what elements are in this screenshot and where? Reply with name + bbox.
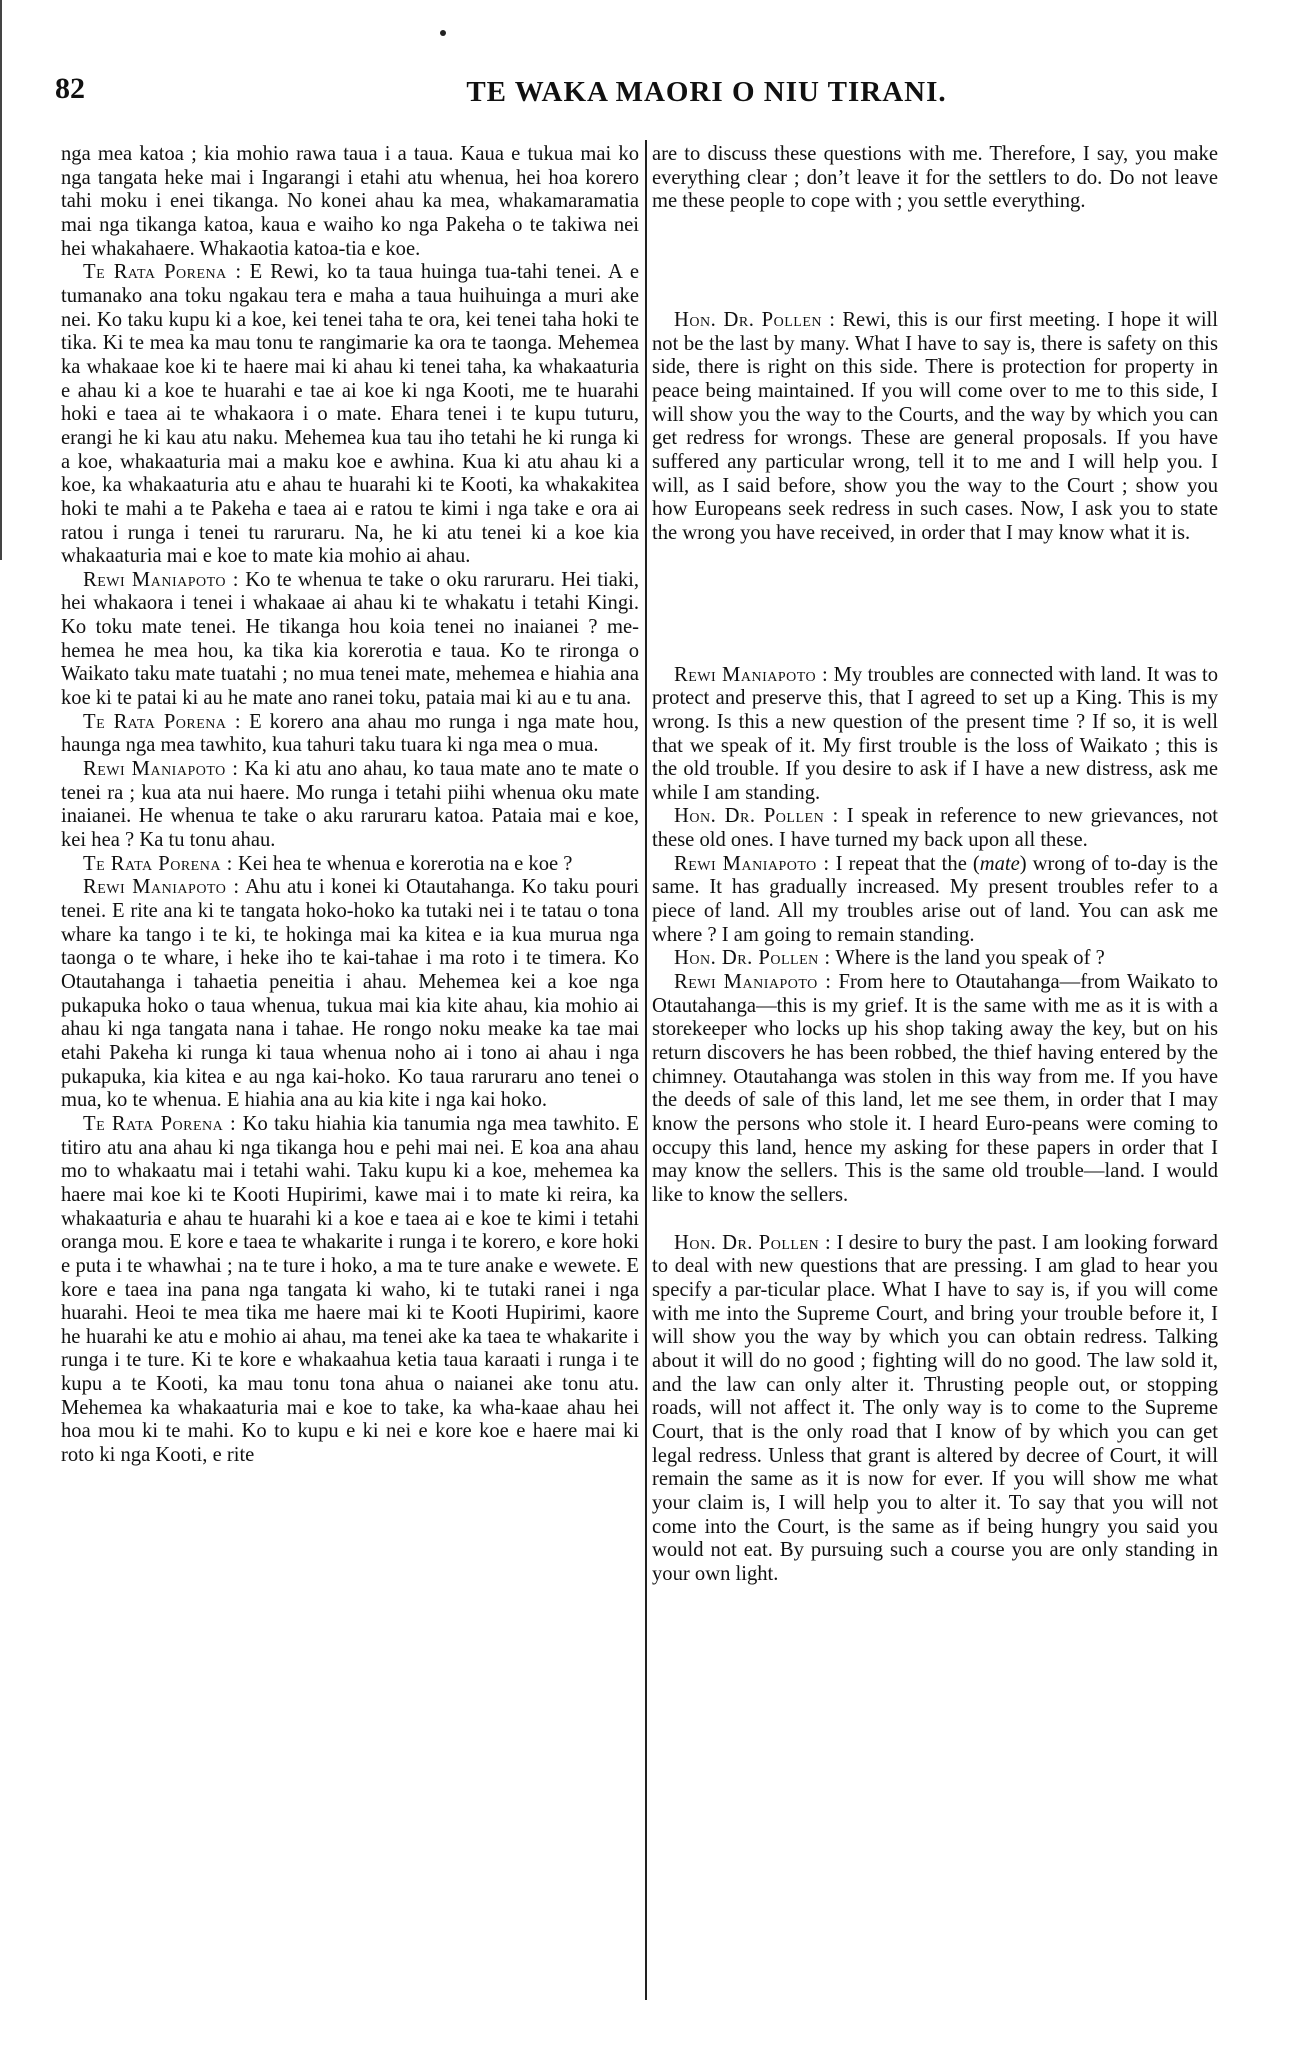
spacer	[652, 214, 1218, 309]
speaker-name: Hon. Dr. Pollen :	[674, 1231, 832, 1254]
column-divider	[645, 140, 647, 2000]
spacer	[652, 546, 1218, 664]
speaker-name: Rewi Maniapoto :	[83, 568, 240, 591]
print-speck	[440, 30, 446, 36]
paragraph: are to discuss these questions with me. Therefore, I say, you make everything clear ; don’t leave it for the settlers to do. Do not leave me these people to cope with ; you settle everything.	[652, 143, 1218, 213]
speaker-name: Rewi Maniapoto :	[83, 876, 240, 899]
paragraph: Te Rata Porena : Kei hea te whenua e korerotia na e koe ?	[83, 852, 573, 875]
page-title: TE WAKA MAORI O NIU TIRANI.	[466, 76, 947, 108]
paragraph: Te Rata Porena : E Rewi, ko ta taua huinga tua-tahi tenei. A e tumanako ana toku ngakau tera e maha a taua huihuinga a muri ake nei. Ko taku kupu ki a koe, kei tenei taha te ora, kei tenei taha hoki te tika. Ki te mea ka mau tonu te rangimarie ka ora te taonga. Mehemea ka whakaae koe ki te haere mai ki ahau ki tenei taha, ka whakaaturia e ahau ki a koe te huarahi e tae ai koe ki nga Kooti, me te huarahi hoki e taea ai te whakaora i o mate. Ehara tenei i te kupu tuturu, erangi he ki kau atu naku. Mehemea kua tau iho tetahi he ki runga ki a koe, whakaaturia mai a maku koe e awhina. Kua ki atu ahau ki a koe, ka whakaaturia atu e ahau te huarahi ki te Kooti, ka whakakitea hoki te mahi a te Pakeha e taea ai e ratou te kimi i nga take e ora ai ratou i runga i tenei tu raruraru. Na, he ki atu tenei ki a koe kia whakaaturia mai e koe to mate kia mohio ai ahau.	[61, 261, 639, 568]
speaker-name: Rewi Maniapoto :	[674, 852, 830, 875]
speaker-name: Te Rata Porena :	[83, 710, 242, 733]
spacer	[652, 1208, 1218, 1232]
speaker-name: Rewi Maniapoto :	[83, 758, 239, 781]
speaker-name: Hon. Dr. Pollen :	[674, 805, 839, 828]
speaker-name: Te Rata Porena :	[83, 852, 233, 875]
right-column-english	[652, 143, 1218, 1586]
paragraph: Hon. Dr. Pollen : Rewi, this is our first meeting. I hope it will not be the last by many. What I have to say is, there is safety on this side, there is right on this side. There is protection for property in peace being maintained. If you will come over to me to this side, I will show you the way to the Courts, and the way by which you can get redress for wrongs. These are general proposals. If you have suffered any particular wrong, tell it to me and I will help you. I will, as I said before, show you the way to the Court ; show you how Europeans seek redress in such cases. Now, I ask you to state the wrong you have received, in order that I may know what it is.	[652, 308, 1218, 544]
speaker-name: Hon. Dr. Pollen :	[674, 308, 836, 331]
speaker-name: Hon. Dr. Pollen :	[674, 947, 831, 970]
speaker-name: Rewi Maniapoto :	[674, 971, 832, 994]
paragraph: Rewi Maniapoto : My troubles are connected with land. It was to protect and preserve this, that I agreed to set up a King. This is my wrong. Is this a new question of the present time ? If so, it is well that we speak of it. My first trouble is the loss of Waikato ; this is the old trouble. If you desire to ask if I have a new distress, ask me while I am standing.	[652, 663, 1219, 804]
speaker-name: Te Rata Porena :	[83, 1112, 237, 1135]
paragraph: Rewi Maniapoto : Ka ki atu ano ahau, ko taua mate ano te mate o tenei ra ; kua ata nui haere. Mo runga i tetahi piihi whenua oku mate inaianei. He whenua te take o aku raruraru katoa. Pataia mai e koe, kei hea ? Ka tu tonu ahau.	[61, 758, 639, 852]
page-number: 82	[55, 72, 85, 105]
speaker-name: Rewi Maniapoto :	[674, 663, 829, 686]
paragraph: Te Rata Porena : Ko taku hiahia kia tanumia nga mea tawhito. E titiro atu ana ahau ki nga tikanga hou e pehi mai nei. E koa ana ahau mo to whakaatu mai i tetahi wahi. Taku kupu ki a koe, mehemea ka haere mai koe ki te Kooti Hupirimi, kawe mai i to mate ki reira, ka whakaaturia e ahau te huarahi ki a koe e taea ai e koe te kimi i tetahi oranga mou. E kore e taea te whakarite i runga i te korero, e kore hoki e puta i te whawhai ; na te ture i hoko, a ma te ture anake e wewete. E kore e taea ina pana nga tangata ki waho, ki te tutaki ranei i nga huarahi. Heoi te mea tika me haere mai ki te Kooti Hupirimi, kaore he huarahi ke atu e mohio ai ahau, ma tenei ake ka taea te whakarite i runga i te ture. Ki te kore e whakaahua ketia taua karaati i runga i te kupu a te Kooti, ka mau tonu tona ahua o naianei ake tonu atu. Mehemea ka whakaaturia mai e koe to take, ka wha-kaae ahau hei hoa mou ki te mahi. Ko to kupu e ki nei e kore koe e haere mai ki roto ki nga Kooti, e rite	[61, 1112, 639, 1467]
paragraph: Rewi Maniapoto : Ko te whenua te take o oku raruraru. Hei tiaki, hei whakaora i tenei i whakaae ai ahau ki te whakatu i tetahi Kingi. Ko toku mate tenei. He tikanga hou koia tenei no inaianei ? me-hemea he mea hou, ka tika kia korerotia e taua. Ko te rironga o Waikato taku mate tuatahi ; no mua tenei mate, mehemea e hiahia ana koe ki te patai ki au he mate ano ranei toku, pataia mai ki au e tu ana.	[61, 568, 640, 710]
paragraph: Rewi Maniapoto : Ahu atu i konei ki Otautahanga. Ko taku pouri tenei. E rite ana ki te tangata hoko-hoko ka tutaki nei i te tatau o tona whare ka tango i te ki, te hokinga mai ka kitea e ia kua murua nga taonga o te whare, i heke iho te kai-tahae i ma roto i te timera. Ko Otautahanga i tahaetia peneitia i ahau. Mehemea kei a koe nga pukapuka hoko o taua whenua, tukua mai kia kite ahau, kia mohio ai ahau ki nga tangata nana i tahae. He rongo noku meake ka tae mai etahi Pakeha ki runga ki taua whenua noho ai i tono ai ahau i nga pukapuka, kia kitea e au nga kai-hoko. Ko taua raruraru ano tenei o mua, ko te whenua. E hiahia ana au kia kite i nga kai hoko.	[61, 876, 639, 1112]
paragraph: Hon. Dr. Pollen : I desire to bury the past. I am looking forward to deal with new questions that are pressing. I am glad to hear you specify a par-ticular place. What I have to say is, if you will come with me into the Supreme Court, and bring your trouble before it, I will show you the way by which you can obtain redress. Talking about it will do no good ; fighting will do no good. The law sold it, and the law can only alter it. Thrusting people out, or stopping roads, will not affect it. The only way is to come to the Supreme Court, that is the only road that I know of by which you can get legal redress. Unless that grant is altered by decree of Court, it will remain the same as it is now for ever. If you will show me what your claim is, I will help you to alter it. To say that you will not come into the Court, is the same as if being hungry you said you would not eat. By pursuing such a course you are only standing in your own light.	[652, 1231, 1218, 1585]
paragraph: Te Rata Porena : E korero ana ahau mo runga i nga mate hou, haunga nga mea tawhito, kua tahuri taku tuara ki nga mea o mua.	[61, 710, 639, 757]
speaker-name: Te Rata Porena :	[83, 261, 242, 284]
paragraph: Hon. Dr. Pollen : Where is the land you speak of ?	[674, 947, 1105, 970]
left-column-maori	[61, 143, 639, 1468]
paragraph: Rewi Maniapoto : I repeat that the (mate) wrong of to-day is the same. It has gradually increased. My present troubles refer to a piece of land. All my troubles arise out of land. You can ask me where ? I am going to remain standing.	[652, 852, 1218, 946]
paragraph: Hon. Dr. Pollen : I speak in reference to new grievances, not these old ones. I have turned my back upon all these.	[652, 805, 1219, 852]
paragraph: nga mea katoa ; kia mohio rawa taua i a taua. Kaua e tukua mai ko nga tangata heke mai i Ingarangi i etahi atu whenua, hei hoa korero tahi moku i enei tikanga. No konei ahau ka mea, whakamaramatia mai nga tikanga katoa, kaua e waiho ko nga Pakeha o te takiwa nei hei whakahaere. Whakaotia katoa-tia e koe.	[61, 143, 639, 260]
paragraph: Rewi Maniapoto : From here to Otautahanga—from Waikato to Otautahanga—this is my grief. It is the same with me as it is with a storekeeper who locks up his shop taking away the key, but on his return discovers he has been robbed, the thief having entered by the chimney. Otautahanga was stolen in this way from me. If you have the deeds of sale of this land, let me see them, in order that I may know the persons who stole it. I heard Euro-peans were coming to occupy this land, hence my asking for these papers in order that I may know the sellers. This is the same old trouble—land. I would like to know the sellers.	[652, 971, 1219, 1206]
